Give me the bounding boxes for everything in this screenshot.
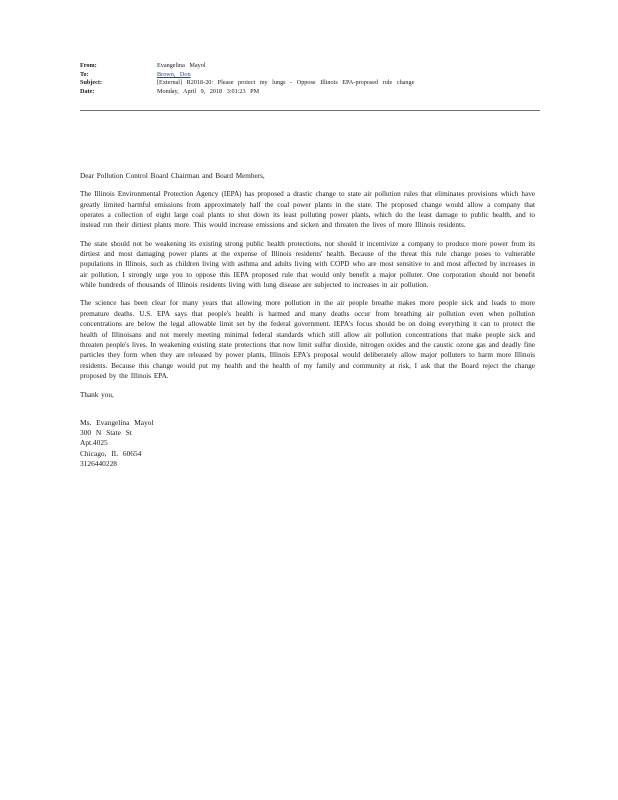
date-row [80,88,540,97]
from-value: Evangelina Mayol [157,62,206,69]
subject-label: Subject: [80,79,102,87]
signature-apt: Apt.4025 [80,438,108,448]
subject-row [80,79,540,88]
signature-name: Ms. Evangelina Mayol [80,417,154,427]
closing: Thank you, [80,390,114,399]
signature-city: Chicago, IL 60654 [80,448,142,458]
date-value: Monday, April 9, 2018 3:01:23 PM [157,87,260,95]
email-header [80,62,540,96]
subject-value: [External] R2018-20: Please protect my lungs - Oppose Illinois EPA-proposed rule change [157,79,415,87]
signature-street: 300 N State St [80,428,132,438]
from-row [80,62,540,71]
paragraph-3: The science has been clear for many years that allowing more pollution in the air people breathe makes more people sick and leads to more premature deaths. U.S. EPA says that people's health is harmed and many deaths occur from breathing air pollution even when pollution concentrations are below the legal allowable limit set by the federal government. IEPA's focus should be on doing everything it can to protect the health of Illinoisans and not merely meeting minimal federal standards which still allow air pollution concentrations that make people sick and threaten people's lives. In weakening existing state protections that now limit sulfur dioxide, nitrogen oxides and the caustic ozone gas and deadly fine particles they form when they are released by power plants, Illinois EPA's proposal would deliberately allow major polluters to harm more Illinois residents. Because this change would put my health and the health of my family and community at risk, I ask that the Board reject the change proposed by the Illinois EPA. [80,299,535,381]
to-label: To: [80,70,89,78]
from-label: From: [80,62,97,69]
to-row [80,71,540,80]
to-recipient-link[interactable]: Brown, Don [157,70,191,78]
paragraph-1: The Illinois Environmental Protection Agency (IEPA) has proposed a drastic change to state air pollution rules that eliminates provisions which have greatly limited harmful emissions from approximately half the coal power plants in the state. The proposed change would allow a company that operates a collection of eight large coal plants to shut down its least polluting power plants, which do the least damage to public health, and to instead run their dirtiest plants more. This would increase emissions and sicken and threaten the lives of more Illinois residents. [80,190,535,230]
signature-phone: 3126440228 [80,458,117,468]
letter-body [80,171,535,469]
signature-block [80,418,535,469]
header-divider [80,110,540,111]
salutation: Dear Pollution Control Board Chairman and Board Members, [80,172,265,180]
paragraph-2: The state should not be weakening its existing strong public health protections, nor should it incentivize a company to produce more power from its dirtiest and most damaging power plants at the expense of Illinois residents' health. Because of the threat this rule change poses to vulnerable populations in Illinois, such as children living with asthma and adults living with COPD who are most sensitive to and most affected by increases in air pollution, I strongly urge you to oppose this IEPA proposed rule that would only benefit a major polluter. One corporation should not benefit while hundreds of thousands of Illinois residents living with lung disease are subjected to increases in air pollution. [80,239,535,290]
date-label: Date: [80,87,95,95]
